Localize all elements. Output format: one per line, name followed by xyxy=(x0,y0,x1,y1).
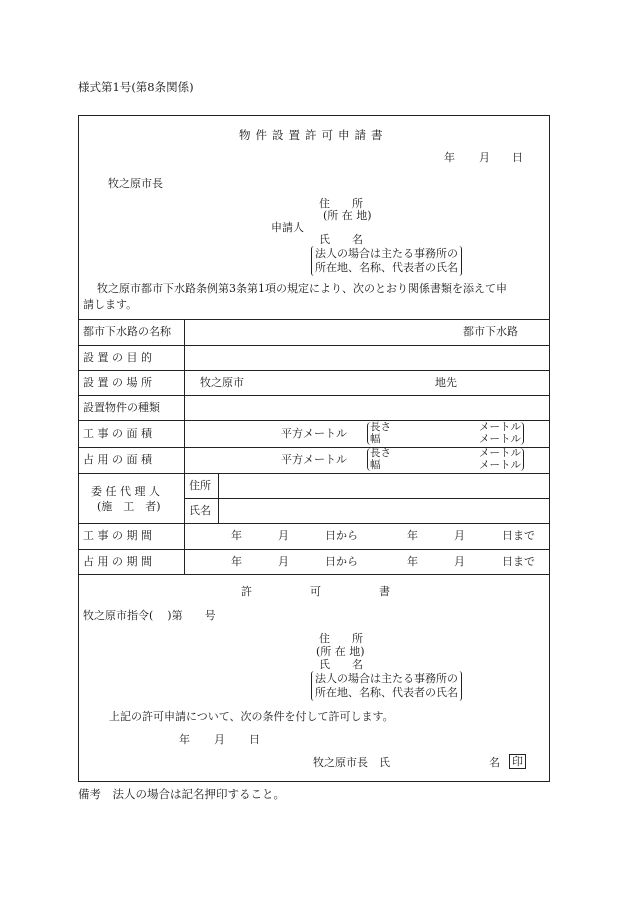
row-divider xyxy=(185,498,549,499)
work-area-sqm: 平方メートル xyxy=(281,427,347,440)
row-divider xyxy=(79,345,549,346)
permit-date-year: 年 xyxy=(179,733,190,746)
application-body-1: 牧之原市都市下水路条例第3条第1項の規定により、次のとおり関係書類を添えて申 xyxy=(97,282,507,295)
permit-date-day: 日 xyxy=(249,733,260,746)
permit-title-2: 可 xyxy=(310,585,321,598)
form-number: 様式第1号(第8条関係) xyxy=(78,80,194,94)
agent-sublabel: (施 工 者) xyxy=(97,500,161,513)
corp-note-line-2: 所在地、名称、代表者の氏名 xyxy=(315,260,458,274)
occupy-from-year: 年 xyxy=(231,555,242,568)
addressee: 牧之原市長 xyxy=(108,177,163,190)
occupy-area-dims xyxy=(367,448,391,471)
work-area-length-unit: メートル xyxy=(479,421,521,433)
work-area-label: 工 事 の 面 積 xyxy=(83,427,152,440)
place-suffix: 地先 xyxy=(435,376,457,389)
work-area-dims xyxy=(367,422,391,445)
agent-label: 委 任 代 理 人 xyxy=(91,485,160,498)
occupy-area-sqm: 平方メートル xyxy=(281,453,347,466)
occupy-to-month: 月 xyxy=(454,555,465,568)
work-to-day: 日まで xyxy=(502,529,535,542)
date-month: 月 xyxy=(479,151,490,164)
footnote: 備考 法人の場合は記名押印すること。 xyxy=(78,787,285,801)
column-divider xyxy=(184,319,185,574)
row-divider xyxy=(79,370,549,371)
row-divider xyxy=(79,549,549,550)
permittee-address-label: 住 所 xyxy=(319,632,363,645)
column-divider xyxy=(218,473,219,523)
occupy-to-day: 日まで xyxy=(502,555,535,568)
occupy-area-width-unit: メートル xyxy=(479,458,521,471)
occupy-from-day: 日から xyxy=(325,555,358,568)
permit-number-prefix: 牧之原市指令( xyxy=(83,609,154,622)
row-divider xyxy=(79,473,549,474)
work-from-day: 日から xyxy=(325,529,358,542)
permit-body: 上記の許可申請について、次の条件を付して許可します。 xyxy=(109,710,394,723)
application-title: 物件設置許可申請書 xyxy=(239,128,388,142)
occupy-area-meters xyxy=(479,448,524,471)
application-form xyxy=(78,115,550,782)
drain-name-value: 都市下水路 xyxy=(463,325,518,338)
work-area-width-unit: メートル xyxy=(479,432,521,445)
permit-signer: 牧之原市長 氏 xyxy=(313,756,390,769)
permit-title-1: 許 xyxy=(241,585,252,598)
permit-number-suffix: 号 xyxy=(204,609,216,622)
row-divider xyxy=(79,319,549,320)
drain-name-label: 都市下水路の名称 xyxy=(83,325,171,338)
agent-name-label: 氏名 xyxy=(189,504,211,517)
occupy-area-length: 長さ xyxy=(370,447,391,459)
occupy-area-width: 幅 xyxy=(370,458,381,471)
work-period-label: 工 事 の 期 間 xyxy=(83,529,152,542)
row-divider xyxy=(79,523,549,524)
permit-number-mid: )第 xyxy=(167,609,183,622)
purpose-label: 設 置 の 目 的 xyxy=(83,351,152,364)
occupy-period-label: 占 用 の 期 間 xyxy=(83,555,152,568)
object-type-label: 設置物件の種類 xyxy=(83,401,160,414)
place-label: 設 置 の 場 所 xyxy=(83,376,152,389)
row-divider xyxy=(79,574,549,575)
permit-date-month: 月 xyxy=(214,733,225,746)
seal-mark: 印 xyxy=(509,754,526,769)
work-to-year: 年 xyxy=(407,529,418,542)
applicant-location-label: (所 在 地) xyxy=(323,209,372,222)
permittee-corp-note xyxy=(311,671,462,701)
occupy-area-length-unit: メートル xyxy=(479,447,521,459)
permittee-name-label: 氏 名 xyxy=(319,658,363,671)
row-divider xyxy=(79,395,549,396)
permit-signer-name: 名 xyxy=(489,756,500,769)
occupy-area-label: 占 用 の 面 積 xyxy=(83,453,152,466)
date-year: 年 xyxy=(444,151,455,164)
agent-address-label: 住所 xyxy=(189,479,211,492)
corp-note-line-1: 法人の場合は主たる事務所の xyxy=(315,247,458,260)
permittee-location-label: (所 在 地) xyxy=(316,645,365,658)
permit-corp-note-line-1: 法人の場合は主たる事務所の xyxy=(315,672,458,685)
work-from-month: 月 xyxy=(278,529,289,542)
applicant-name-label: 氏 名 xyxy=(319,233,363,246)
permit-title-3: 書 xyxy=(379,585,390,598)
applicant-address-label: 住 所 xyxy=(319,197,363,210)
work-area-meters xyxy=(479,422,524,445)
application-body-2: 請します。 xyxy=(83,298,138,311)
work-area-length: 長さ xyxy=(370,421,391,433)
work-to-month: 月 xyxy=(454,529,465,542)
applicant-corp-note xyxy=(311,246,462,276)
permit-number xyxy=(83,610,216,621)
date-day: 日 xyxy=(512,151,523,164)
applicant-label: 申請人 xyxy=(271,221,304,234)
work-area-width: 幅 xyxy=(370,432,381,445)
occupy-from-month: 月 xyxy=(278,555,289,568)
permit-corp-note-line-2: 所在地、名称、代表者の氏名 xyxy=(315,685,458,699)
occupy-to-year: 年 xyxy=(407,555,418,568)
work-from-year: 年 xyxy=(231,529,242,542)
place-city: 牧之原市 xyxy=(200,376,244,389)
